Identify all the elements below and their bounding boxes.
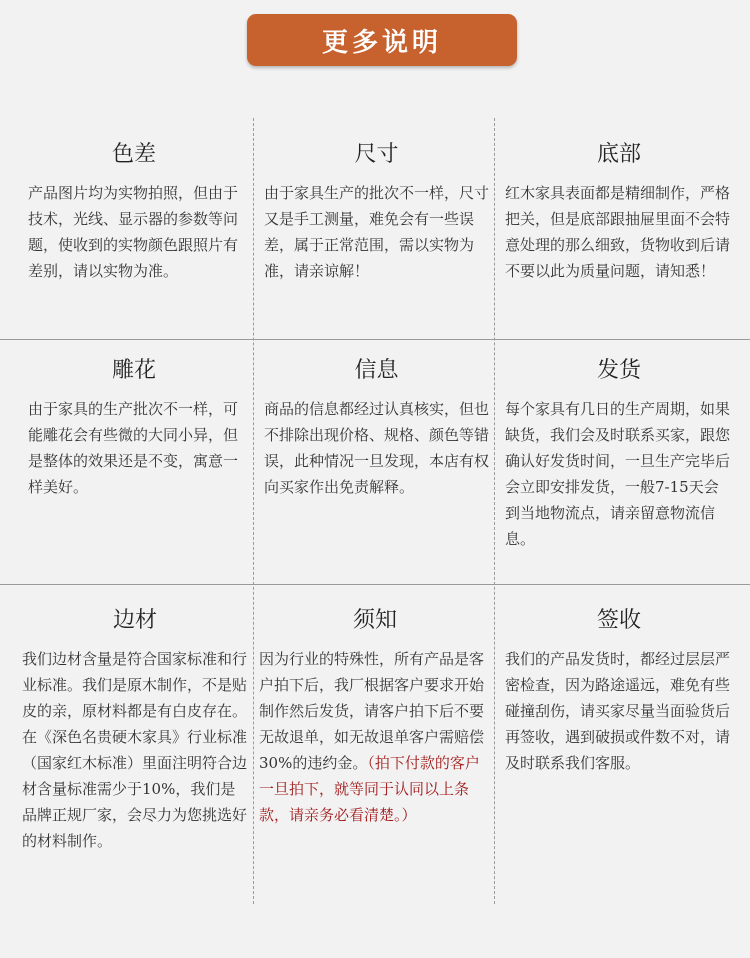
cell-text: 每个家具有几日的生产周期，如果缺货，我们会及时联系买家，跟您确认好发货时间，一旦生产完毕后会立即安排发货，一般7-15天会到当地物流点，请亲留意物流信息。 [505,400,731,548]
notice-text: 因为行业的特殊性，所有产品是客户拍下后，我厂根据客户要求开始制作然后发货，请客户拍下后不要无故退单，如无故退单客户需赔偿30%的违约金。 [259,650,485,772]
column-divider [494,118,495,904]
cell-title: 信息 [354,358,399,383]
info-cell-carving [28,356,240,500]
page-title: 更多说明 [247,14,517,66]
cell-title: 发货 [596,358,641,383]
info-cell-color-difference [28,140,240,284]
cell-title: 尺寸 [354,142,399,167]
cell-title: 签收 [596,608,641,633]
info-cell-bottom [505,140,733,284]
cell-title: 边材 [112,608,157,633]
row-divider [0,584,750,585]
cell-text: 产品图片均为实物拍照，但由于技术，光线、显示器的参数等问题，使收到的实物颜色跟照片有差别，请以实物为准。 [28,184,239,280]
column-divider [253,118,254,904]
cell-text: 我们的产品发货时，都经过层层严密检查，因为路途遥远，难免有些碰撞刮伤，请买家尽量当面验货后再签收，遇到破损或件数不对，请及时联系我们客服。 [505,650,731,772]
cell-text: 商品的信息都经过认真核实，但也不排除出现价格、规格、颜色等错误，此种情况一旦发现，本店有权向买家作出免责解释。 [264,400,490,496]
cell-title: 色差 [111,142,156,167]
info-cell-size [264,140,489,284]
cell-text: 由于家具的生产批次不一样，可能雕花会有些微的大同小异，但是整体的效果还是不变，寓意一样美好。 [28,400,239,496]
notice-warning: （拍下付款的客户一旦拍下，就等同于认同以上条款，请亲务必看清楚。） [259,754,480,824]
cell-text [259,646,491,828]
cell-title: 雕花 [111,358,156,383]
cell-title: 底部 [596,142,641,167]
cell-text: 我们边材含量是符合国家标准和行业标准。我们是原木制作，不是贴皮的亲，原材料都是有白皮存在。在《深色名贵硬木家具》行业标准（国家红木标准）里面注明符合边材含量标准需少于10%，我们是品牌正规厂家，会尽力为您挑选好的材料制作。 [22,650,248,850]
info-cell-information [264,356,489,500]
info-cell-notice [259,606,491,828]
info-cell-sapwood [22,606,248,854]
cell-title: 须知 [352,608,397,633]
info-cell-shipping [505,356,733,552]
cell-text: 红木家具表面都是精细制作，严格把关，但是底部跟抽屉里面不会特意处理的那么细致，货物收到后请不要以此为质量问题，请知悉！ [505,184,731,280]
info-cell-signing [505,606,733,776]
cell-text: 由于家具生产的批次不一样，尺寸又是手工测量，难免会有一些误差，属于正常范围，需以实物为准，请亲谅解！ [264,184,490,280]
row-divider [0,339,750,340]
